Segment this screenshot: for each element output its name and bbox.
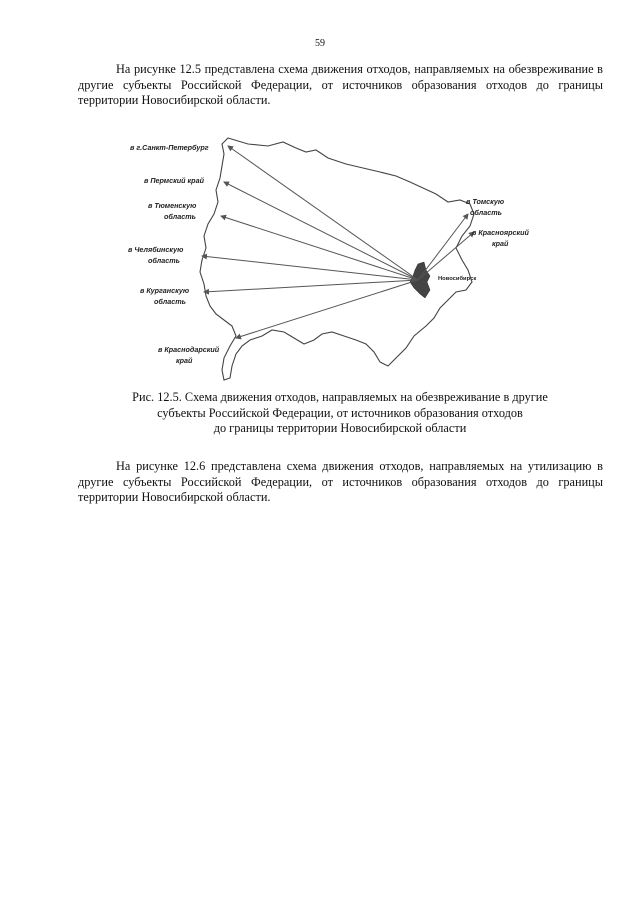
label-tyumen-line-2: область: [164, 212, 196, 221]
region-outline: [200, 138, 477, 380]
label-spb: [130, 143, 209, 152]
label-tomsk-line-2: область: [470, 208, 502, 217]
intro-paragraph: На рисунке 12.5 представлена схема движения отходов, направляемых на обезвреживание в другие субъекты Российской Федерации, от источников образования отходов до границы территории Новосибирской области.: [78, 62, 603, 107]
label-krasnoyarsk-line-2: край: [492, 239, 509, 248]
label-krasnodar-line-1: в Краснодарский: [158, 345, 220, 354]
label-krasnoyarsk: [472, 228, 531, 248]
label-perm: [144, 176, 205, 185]
caption-line-1: Рис. 12.5. Схема движения отходов, направляемых на обезвреживание в другие: [132, 390, 548, 404]
label-perm-line-1: в Пермский край: [144, 176, 204, 185]
label-kurgan-line-2: область: [154, 297, 186, 306]
label-krasnodar-line-2: край: [176, 356, 193, 365]
city-label: Новосибирск: [438, 276, 477, 282]
waste-flow-map: [118, 130, 529, 385]
label-kurgan-line-1: в Курганскую: [140, 286, 190, 295]
map-svg: [118, 130, 529, 385]
label-krasnoyarsk-line-1: в Красноярский: [472, 228, 529, 237]
caption-line-3: до границы территории Новосибирской области: [213, 421, 467, 435]
label-chelyabinsk-line-2: область: [148, 256, 180, 265]
next-paragraph: На рисунке 12.6 представлена схема движения отходов, направляемых на утилизацию в другие субъекты Российской Федерации, от источников образования отходов до границы территории Новосибирской области.: [78, 459, 603, 504]
caption-line-2: субъекты Российской Федерации, от источников образования отходов: [157, 405, 523, 420]
label-tomsk-line-1: в Томскую: [466, 197, 505, 206]
label-spb-line-1: в г.Санкт-Петербург: [130, 143, 209, 152]
label-chelyabinsk: [128, 245, 185, 265]
label-tomsk: [466, 197, 506, 217]
label-krasnodar: [158, 345, 221, 365]
label-kurgan: [140, 286, 191, 306]
label-tyumen: [148, 201, 198, 221]
label-chelyabinsk-line-1: в Челябинскую: [128, 245, 184, 254]
page-number: 59: [315, 38, 325, 49]
label-tyumen-line-1: в Тюменскую: [148, 201, 197, 210]
figure-caption: [70, 390, 610, 437]
